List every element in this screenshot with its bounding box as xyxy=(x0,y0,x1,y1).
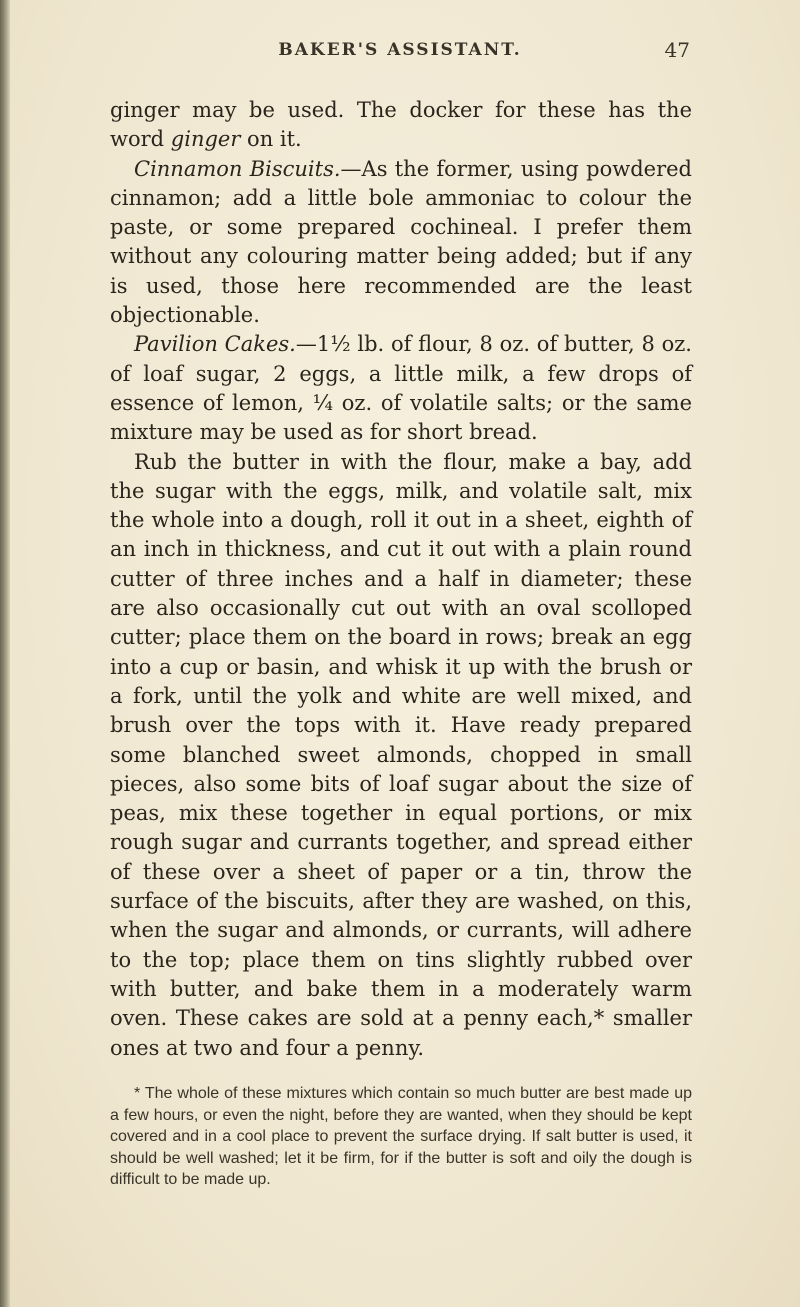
paragraph-method: Rub the butter in with the flour, make a bay, add the sugar with the eggs, milk, and volatile salt, mix the whole into a dough, roll it out in a sheet, eighth of an inch in thickness, and cut it out with a plain round cutter of three inches and a half in diameter; these are also occasionally cut out with an oval scolloped cutter; place them on the board in rows; break an egg into a cup or basin, and whisk it up with the brush or a fork, until the yolk and white are well mixed, and brush over the tops with it. Have ready prepared some blanched sweet almonds, chopped in small pieces, also some bits of loaf sugar about the size of peas, mix these together in equal portions, or mix rough sugar and currants together, and spread either of these over a sheet of paper or a tin, throw the surface of the biscuits, after they are washed, on this, when the sugar and almonds, or currants, will adhere to the top; place them on tins slightly rubbed over with butter, and bake them in a moderately warm oven. These cakes are sold at a penny each,* smaller ones at two and four a penny. xyxy=(110,449,692,1060)
paragraph-cinnamon-biscuits xyxy=(110,155,692,331)
paragraph-cinnamon-biscuits-text: —As the former, using powdered cinnamon; add a little bole ammoniac to colour the paste, or some prepared cochineal. I prefer them without any colouring matter being added; but if any is used, those here recommended are the least objectionable. xyxy=(110,156,692,328)
paragraph-ginger xyxy=(110,96,692,155)
page-spine-shadow xyxy=(0,0,10,1307)
paragraph-ginger-emphasis: ginger xyxy=(170,127,241,152)
footnote: * The whole of these mixtures which contain so much butter are best made up a few hours, or even the night, before they are wanted, when they should be kept covered and in a cool place to prevent the surface drying. If salt butter is used, it should be well washed; let it be firm, for if the butter is soft and oily the dough is difficult to be made up. xyxy=(110,1085,692,1188)
paragraph-ginger-tail: on it. xyxy=(240,127,302,152)
page-number: 47 xyxy=(664,38,690,62)
paragraph-pavilion-cakes-text: —1½ lb. of flour, 8 oz. of butter, 8 oz. of loaf sugar, 2 eggs, a little milk, a few drops of essence of lemon, ¼ oz. of volatile salts; or the same mixture may be used as for short bread. xyxy=(110,332,692,445)
main-text xyxy=(110,96,692,1063)
page-header xyxy=(110,40,690,72)
paragraph-pavilion-cakes xyxy=(110,330,692,447)
recipe-title-pavilion-cakes: Pavilion Cakes. xyxy=(134,332,296,357)
paragraph-ginger-text: ginger may be used. The docker for these has the word xyxy=(110,98,692,152)
running-title: BAKER'S ASSISTANT. xyxy=(278,40,522,60)
recipe-title-cinnamon-biscuits: Cinnamon Biscuits. xyxy=(134,156,341,181)
